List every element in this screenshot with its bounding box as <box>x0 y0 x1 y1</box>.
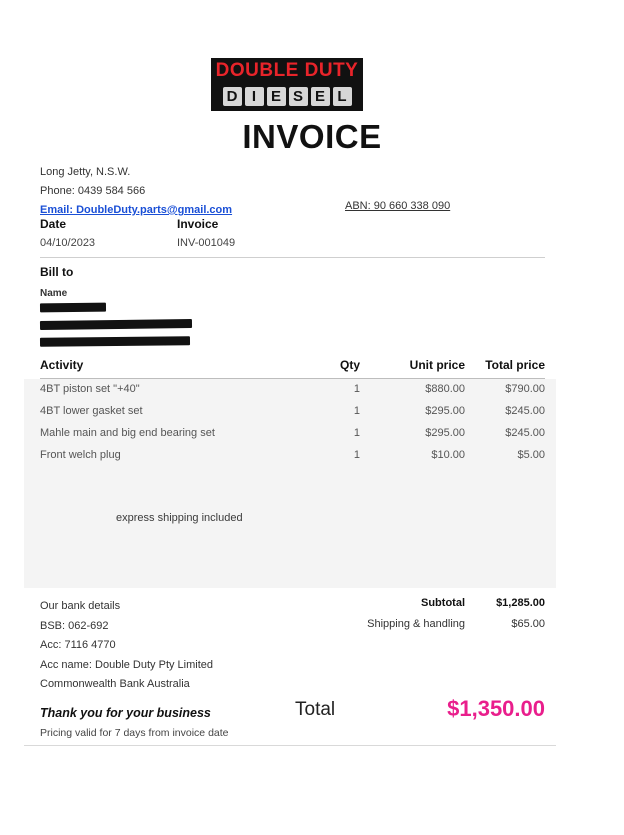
seller-address: Long Jetty, N.S.W. <box>40 166 131 178</box>
seller-phone: Phone: 0439 584 566 <box>40 185 146 197</box>
redaction-bar <box>40 319 192 330</box>
table-header-divider <box>40 378 545 379</box>
subtotal-value: $1,285.00 <box>496 597 545 609</box>
bill-to-name-label: Name <box>40 288 68 299</box>
shipping-label: Shipping & handling <box>367 618 465 630</box>
bill-to-heading: Bill to <box>40 265 74 279</box>
total-label: Total <box>295 699 336 720</box>
total-value: $1,350.00 <box>447 696 545 721</box>
divider <box>40 257 545 258</box>
cell-activity: Mahle main and big end bearing set <box>40 427 215 439</box>
cell-total-price: $245.00 <box>505 405 545 417</box>
cell-total-price: $790.00 <box>505 383 545 395</box>
logo-letter: E <box>267 87 286 106</box>
cell-activity: 4BT piston set "+40" <box>40 383 140 395</box>
table-row <box>40 449 545 471</box>
cell-activity: 4BT lower gasket set <box>40 405 143 417</box>
date-value: 04/10/2023 <box>40 237 96 249</box>
redaction-bar <box>40 303 106 313</box>
seller-details <box>40 163 232 220</box>
bank-details <box>40 597 213 695</box>
cell-unit-price: $10.00 <box>431 449 465 461</box>
date-label: Date <box>40 217 67 231</box>
subtotal-label: Subtotal <box>421 597 465 609</box>
table-row <box>40 427 545 449</box>
column-header-unit-price: Unit price <box>409 358 465 372</box>
cell-unit-price: $295.00 <box>425 405 465 417</box>
column-header-total-price: Total price <box>485 358 545 372</box>
page-title: INVOICE <box>242 118 382 155</box>
items-table-header <box>40 358 545 379</box>
company-logo <box>211 58 363 111</box>
cell-qty: 1 <box>353 383 360 395</box>
footer-divider <box>24 745 556 746</box>
logo-letter: I <box>245 87 264 106</box>
table-row <box>40 405 545 427</box>
logo-wordmark-top: DOUBLE DUTY <box>211 58 363 84</box>
cell-total-price: $5.00 <box>517 449 545 461</box>
shipping-note: express shipping included <box>116 512 243 524</box>
seller-abn: ABN: 90 660 338 090 <box>345 200 451 212</box>
invoice-label: Invoice <box>177 217 219 231</box>
bank-name: Commonwealth Bank Australia <box>40 678 190 690</box>
pricing-validity-note: Pricing valid for 7 days from invoice date <box>40 727 229 739</box>
redaction-bar <box>40 336 190 347</box>
seller-email-link[interactable]: Email: DoubleDuty.parts@gmail.com <box>40 204 233 216</box>
logo-letter: E <box>311 87 330 106</box>
bank-bsb: BSB: 062-692 <box>40 619 109 632</box>
bank-account-number: Acc: 7116 4770 <box>40 639 116 651</box>
cell-unit-price: $295.00 <box>425 427 465 439</box>
bank-account-name: Acc name: Double Duty Pty Limited <box>40 658 214 671</box>
thank-you-message: Thank you for your business <box>40 706 211 720</box>
cell-total-price: $245.00 <box>505 427 545 439</box>
cell-unit-price: $880.00 <box>425 383 465 395</box>
logo-letter: D <box>223 87 242 106</box>
cell-qty: 1 <box>353 449 360 461</box>
shipping-value: $65.00 <box>511 618 545 630</box>
table-row <box>40 383 545 405</box>
cell-activity: Front welch plug <box>40 449 121 461</box>
logo-wordmark-bottom <box>211 84 363 111</box>
bank-details-heading: Our bank details <box>40 600 121 612</box>
column-header-qty: Qty <box>339 358 360 372</box>
column-header-activity: Activity <box>40 358 84 372</box>
cell-qty: 1 <box>353 427 360 439</box>
invoice-number-value: INV-001049 <box>177 237 236 249</box>
logo-letter: L <box>333 87 352 106</box>
logo-letter: S <box>289 87 308 106</box>
cell-qty: 1 <box>353 405 360 417</box>
